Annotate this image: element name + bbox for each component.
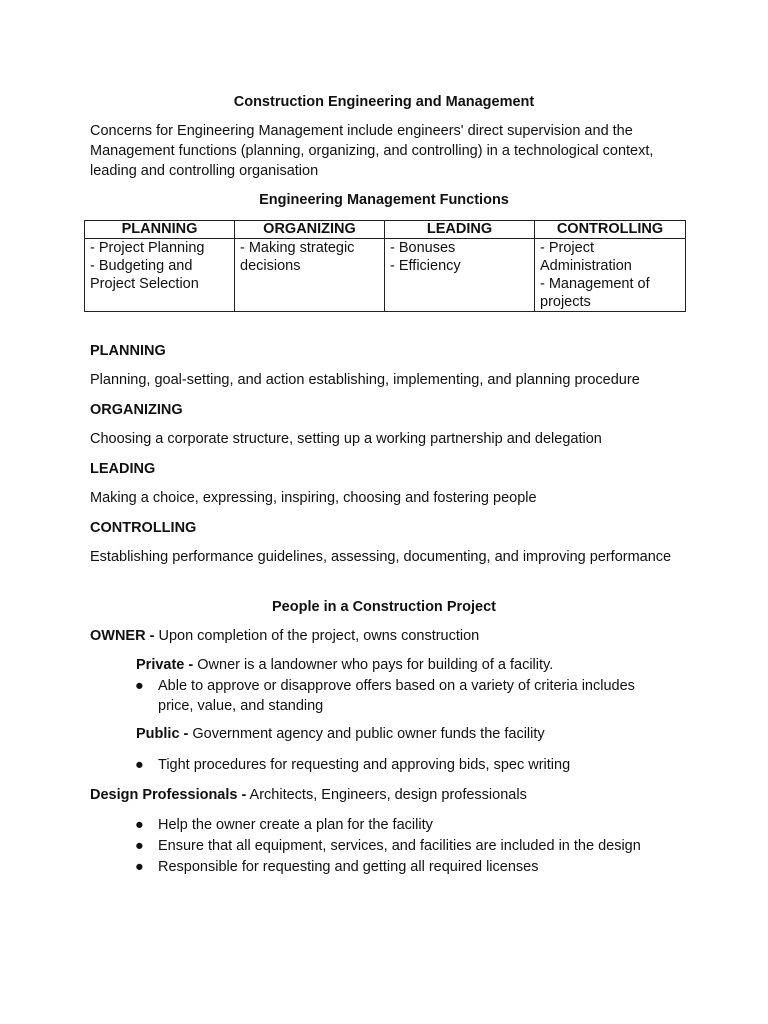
table-cell-controlling <box>535 239 686 312</box>
bullet-icon: ● <box>135 859 144 875</box>
table-header-cell: ORGANIZING <box>235 221 385 239</box>
private-text: Owner is a landowner who pays for building of a facility. <box>193 657 554 673</box>
owner-line <box>90 626 700 646</box>
document-title: Construction Engineering and Management <box>233 94 535 110</box>
bullet-icon: ● <box>135 838 144 854</box>
list-item <box>135 676 675 716</box>
public-line <box>136 724 696 744</box>
list-item-text: Responsible for requesting and getting all required licenses <box>158 859 539 875</box>
private-label: Private - <box>136 657 194 673</box>
bullet-icon: ● <box>135 757 144 773</box>
private-line <box>136 655 696 675</box>
list-item <box>135 755 675 775</box>
public-label: Public - <box>136 726 189 742</box>
list-item-text: Able to approve or disapprove offers based on a variety of criteria includes price, value, and standing <box>158 678 635 714</box>
section-heading: LEADING <box>90 461 156 477</box>
cell-item: - Management of projects <box>540 276 650 310</box>
section-heading: ORGANIZING <box>90 402 183 418</box>
cell-item: - Budgeting and Project Selection <box>90 258 199 292</box>
people-title: People in a Construction Project <box>272 599 496 615</box>
design-label: Design Professionals - <box>90 787 247 803</box>
cell-item: - Efficiency <box>390 258 461 274</box>
design-text: Architects, Engineers, design professionals <box>246 787 527 803</box>
table-cell-planning <box>85 239 235 312</box>
functions-title: Engineering Management Functions <box>259 192 509 208</box>
list-item-text: Tight procedures for requesting and approving bids, spec writing <box>158 757 571 773</box>
public-text: Government agency and public owner funds the facility <box>188 726 545 742</box>
section-heading: CONTROLLING <box>90 520 197 536</box>
bullet-icon: ● <box>135 817 144 833</box>
table-header-cell: CONTROLLING <box>535 221 686 239</box>
section-text: Making a choice, expressing, inspiring, choosing and fostering people <box>90 490 537 506</box>
cell-item: - Making strategic decisions <box>240 240 355 274</box>
bullet-icon: ● <box>135 678 144 694</box>
design-line <box>90 785 700 805</box>
table-row <box>85 239 686 312</box>
table-header-row <box>85 221 686 239</box>
list-item-text: Ensure that all equipment, services, and facilities are included in the design <box>158 838 641 854</box>
section-heading: PLANNING <box>90 343 166 359</box>
list-item <box>135 815 695 835</box>
intro-paragraph: Concerns for Engineering Management include engineers' direct supervision and the Management functions (planning, organizing, and controlling) in a technological context, leading and controlling organisation <box>90 123 654 179</box>
list-item <box>135 836 695 856</box>
list-item <box>135 857 695 877</box>
cell-item: - Project Planning <box>90 240 205 256</box>
owner-label: OWNER - <box>90 628 155 644</box>
cell-item: - Bonuses <box>390 240 456 256</box>
section-text: Establishing performance guidelines, assessing, documenting, and improving performance <box>90 549 672 565</box>
table-cell-leading <box>385 239 535 312</box>
owner-text: Upon completion of the project, owns construction <box>154 628 480 644</box>
cell-item: - Project Administration <box>540 240 632 274</box>
table-header-cell: PLANNING <box>85 221 235 239</box>
functions-table <box>84 220 686 312</box>
table-header-cell: LEADING <box>385 221 535 239</box>
table-cell-organizing <box>235 239 385 312</box>
section-text: Planning, goal-setting, and action establishing, implementing, and planning procedure <box>90 372 640 388</box>
section-text: Choosing a corporate structure, setting up a working partnership and delegation <box>90 431 602 447</box>
list-item-text: Help the owner create a plan for the facility <box>158 817 433 833</box>
